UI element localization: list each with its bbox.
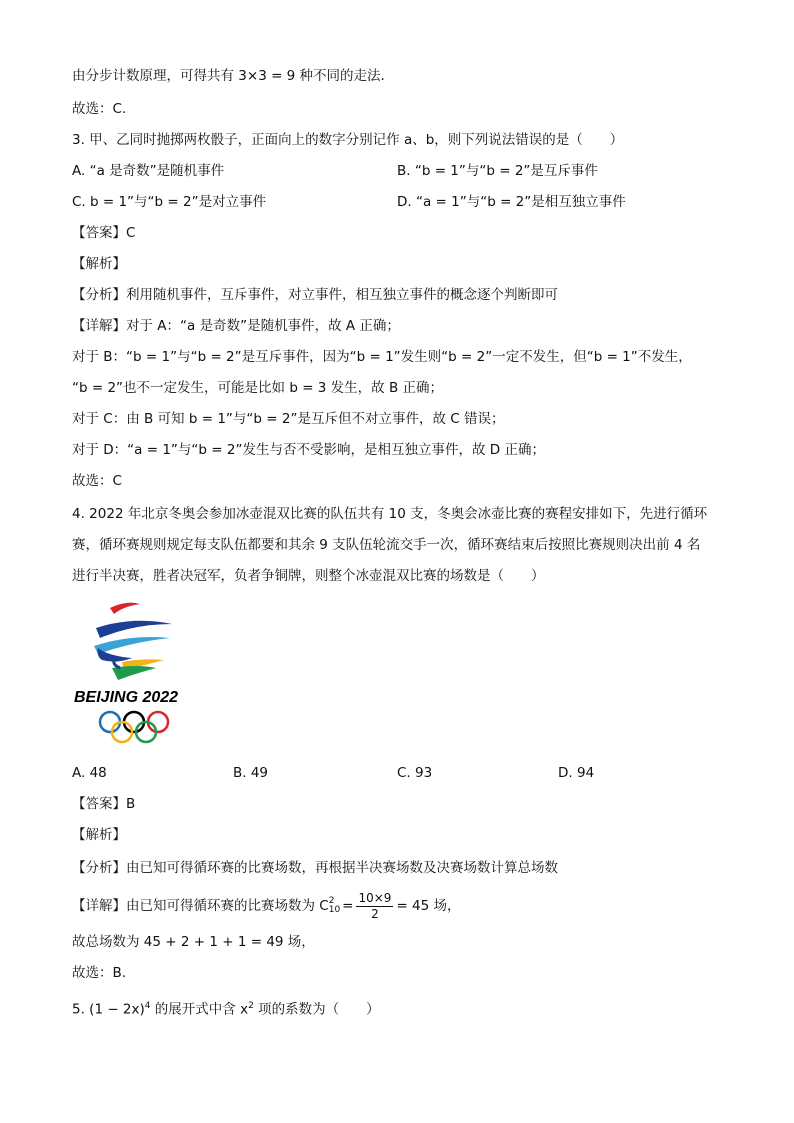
fraction-numerator: 10×9 xyxy=(358,890,392,905)
logo-text: BEIJING 2022 xyxy=(74,689,179,706)
option-b: B. 49 xyxy=(233,765,269,781)
binomial-top: 2 xyxy=(328,896,335,906)
detail-prefix: 【详解】由已知可得循环赛的比赛场数为 C xyxy=(72,898,329,914)
option-d: D. “a = 1”与“b = 2”是相互独立事件 xyxy=(397,194,626,210)
q5-suffix: 项的系数为（ ） xyxy=(253,1001,380,1018)
text-line: 故选：C. xyxy=(72,101,127,117)
option-d: D. 94 xyxy=(558,765,595,781)
question-4-cont: 进行半决赛，胜者决冠军，负者争铜牌，则整个冰壶混双比赛的场数是（ ） xyxy=(72,568,545,584)
analysis-summary: 【分析】利用随机事件，互斥事件，对立事件，相互独立事件的概念逐个判断即可 xyxy=(72,287,558,303)
total-line: 故总场数为 45 + 2 + 1 + 1 = 49 场， xyxy=(72,934,315,950)
q5-expr: 5. (1 − 2x) xyxy=(72,1001,145,1018)
text-line: 由分步计数原理，可得共有 3×3 = 9 种不同的走法. xyxy=(72,68,385,84)
detail-line: “b = 2”也不一定发生，可能是比如 b = 3 发生，故 B 正确； xyxy=(72,380,444,396)
detail-line: 对于 C：由 B 可知 b = 1”与“b = 2”是互斥但不对立事件，故 C 错误； xyxy=(72,411,505,427)
equals: = xyxy=(342,898,354,914)
binomial-bottom: 10 xyxy=(328,905,341,915)
option-a: A. 48 xyxy=(72,765,107,781)
beijing-2022-logo-icon xyxy=(72,598,202,748)
option-c: C. b = 1”与“b = 2”是对立事件 xyxy=(72,194,267,210)
detail-line: 【详解】对于 A：“a 是奇数”是随机事件，故 A 正确； xyxy=(72,318,400,334)
question-3: 3. 甲、乙同时抛掷两枚骰子，正面向上的数字分别记作 a、b，则下列说法错误的是（ ） xyxy=(72,132,624,148)
fraction xyxy=(356,891,393,922)
binomial-indices xyxy=(329,897,340,915)
choice-line: 故选：C xyxy=(72,473,122,489)
choice-line: 故选：B. xyxy=(72,965,127,981)
detail-suffix: = 45 场， xyxy=(396,898,461,914)
detail-formula-line xyxy=(72,888,461,924)
question-5 xyxy=(72,997,380,1019)
detail-line: 对于 D：“a = 1”与“b = 2”发生与否不受影响，是相互独立事件，故 D 正确； xyxy=(72,442,545,458)
option-b: B. “b = 1”与“b = 2”是互斥事件 xyxy=(397,163,598,179)
detail-line: 对于 B：“b = 1”与“b = 2”是互斥事件，因为“b = 1”发生则“b = 2”一定不发生，但“b = 1”不发生， xyxy=(72,349,692,365)
q5-exponent2: 2 xyxy=(248,1001,254,1011)
fraction-denominator: 2 xyxy=(371,906,379,921)
analysis-label: 【解析】 xyxy=(72,827,126,843)
answer-label: 【答案】C xyxy=(72,225,136,241)
analysis-label: 【解析】 xyxy=(72,256,126,272)
question-4-cont: 赛，循环赛规则规定每支队伍都要和其余 9 支队伍轮流交手一次，循环赛结束后按照比赛规则决出前 4 名 xyxy=(72,537,701,553)
question-4: 4. 2022 年北京冬奥会参加冰壶混双比赛的队伍共有 10 支，冬奥会冰壶比赛的赛程安排如下，先进行循环 xyxy=(72,506,708,522)
analysis-summary: 【分析】由已知可得循环赛的比赛场数，再根据半决赛场数及决赛场数计算总场数 xyxy=(72,860,558,876)
answer-label: 【答案】B xyxy=(72,796,136,812)
option-c: C. 93 xyxy=(397,765,433,781)
q5-exponent: 4 xyxy=(144,1001,151,1011)
option-a: A. “a 是奇数”是随机事件 xyxy=(72,163,225,179)
q5-mid: 的展开式中含 x xyxy=(150,1001,249,1018)
